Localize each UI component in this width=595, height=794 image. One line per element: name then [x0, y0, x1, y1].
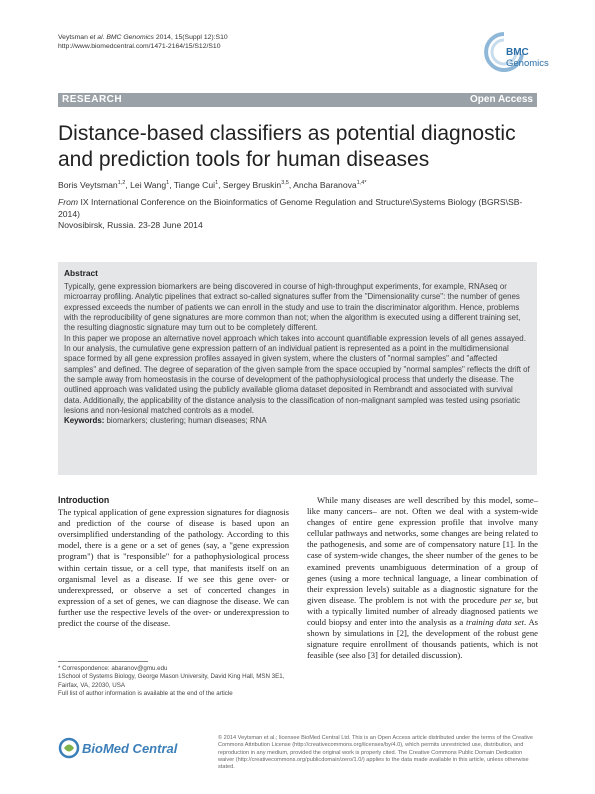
journal-logo [482, 30, 552, 78]
conference-info [58, 197, 528, 232]
keywords-list: biomarkers; clustering; human diseases; RNA [104, 416, 267, 426]
section-banner [58, 93, 537, 107]
journal-logo-line2: Genomics [506, 58, 549, 69]
open-access-label: Open Access [470, 94, 533, 105]
article-title: Distance-based classifiers as potential diagnostic and prediction tools for human diseases [58, 122, 516, 171]
introduction-paragraph-2: While many diseases are well described by this model, some–like many cancers– are not. Often we deal with a system-wide changes of entire gene expression profile that involve many cellular pathways and networks, some changes are being related to the pathogenesis, and some are of compensatory nature [1]. In the case of system-wide changes, the sheer number of the genes to be examined prevents unambiguous determination of a group of genes (using a more technical language, a linear combination of their expression levels) suitable as a diagnostic signature for the given disease. The problem is not with the procedure per se, but with a typically limited number of already diagnosed patients we could biopsy and enter into the analysis as a training data set. As shown by simulations in [2], the development of the robust gene signature require enrollment of thousands patients, which is not feasible (see also [3] for detailed discussion). [307, 495, 538, 661]
citation-line-1: Veytsman et al. BMC Genomics 2014, 15(Suppl 12):S10 [58, 34, 228, 41]
biomed-central-icon [58, 737, 80, 759]
publisher-logo [58, 737, 208, 759]
conference-name: IX International Conference on the Bioinformatics of Genome Regulation and Structure\Systems Biology (BGRS\SB-2014) [58, 197, 523, 219]
citation-url[interactable]: http://www.biomedcentral.com/1471-2164/15/S12/S10 [58, 43, 221, 50]
license-text: © 2014 Veytsman et al.; licensee BioMed Central Ltd. This is an Open Access article distributed under the terms of the Creative Commons Attribution License (http://creativecommons.org/licenses/by/4.0), which permits unrestricted use, distribution, and reproduction in any medium, provided the original work is properly cited. The Creative Commons Public Domain Dedication waiver (http://creativecommons.org/publicdomain/zero/1.0/) applies to the data made available in this article, unless otherwise stated. [218, 735, 533, 771]
abstract-heading: Abstract [64, 268, 98, 278]
footnote-divider [58, 661, 148, 662]
publisher-name: BioMed Central [82, 741, 178, 756]
affiliation-note: 1School of Systems Biology, George Mason University, David King Hall, MSN 3E1, Fairfax, VA, 22030, USA [58, 673, 285, 689]
body-column-left [58, 495, 289, 629]
keywords [64, 416, 531, 426]
abstract-paragraph-2: In this paper we propose an alternative novel approach which takes into account quantifiable expression levels of all genes assayed. In our analysis, the cumulative gene expression pattern of an individual patient is represented as a point in the multidimensional space formed by all gene expression profiles assayed in given system, where the clusters of "normal samples" and "affected samples" and defined. The degree of separation of the given sample from the space occupied by "normal samples" reflects the drift of the sample away from homeostasis in the course of development of the pathophysiological process that underly the disease. The outlined approach was validated using the publicly available glioma dataset deposited in Rembrandt and associated with survival data. Additionally, the applicability of the distance analysis to the classification of non-malignant sampled was tested using psoriatic lesions and non-lesional matched controls as a model. [64, 333, 530, 416]
author-list: Boris Veytsman$^{1,2}$, Lei Wang$^1$, Tiange Cui$^1$, Sergey Bruskin$^{3,5}$, Ancha Baranova$^{1,4*}$ [58, 180, 367, 190]
introduction-paragraph-1: The typical application of gene expression signatures for diagnosis and prediction of the course of disease is based upon an oversimplified understanding of the pathology. According to this model, there is a gene or a set of genes (say, a "gene expression program") that is "responsible" for a pathophysiological process within certain tissue, or a cell type, that manifests itself on an organismal level as a disease. If we see this gene over- or underexpressed, or observe a set of concerted changes in expression of a set of genes, we can diagnose the disease. We can further use the respective levels of the over- or underexpression to predict the course of the disease. [58, 507, 289, 629]
footnotes [58, 665, 298, 699]
section-label: RESEARCH [62, 94, 123, 105]
abstract-paragraph-1: Typically, gene expression biomarkers are being discovered in course of high-throughput experiments, for example, RNAseq or microarray profiling. Analytic pipelines that extract so-called signatures suffer from the "Dimensionality curse": the number of genes expressed exceeds the number of patients we can enroll in the study and use to train the discriminator algorithm. Hence, problems with the reproducibility of gene signatures are more common than not; when the algorithm is executed using a different training set, the resulting diagnostic signature may turn out to be completely different. [64, 282, 521, 333]
abstract-box [58, 262, 537, 475]
conference-location: Novosibirsk, Russia. 23-28 June 2014 [58, 220, 203, 230]
body-column-right [307, 495, 538, 661]
author-info-note: Full list of author information is available at the end of the article [58, 690, 233, 698]
journal-logo-line1: BMC [506, 47, 529, 58]
citation-header [58, 33, 228, 51]
introduction-heading: Introduction [58, 495, 110, 505]
correspondence-note[interactable]: * Correspondence: abaranov@gmu.edu [58, 665, 168, 672]
keywords-label: Keywords: [64, 416, 105, 426]
from-label: From [58, 197, 79, 207]
